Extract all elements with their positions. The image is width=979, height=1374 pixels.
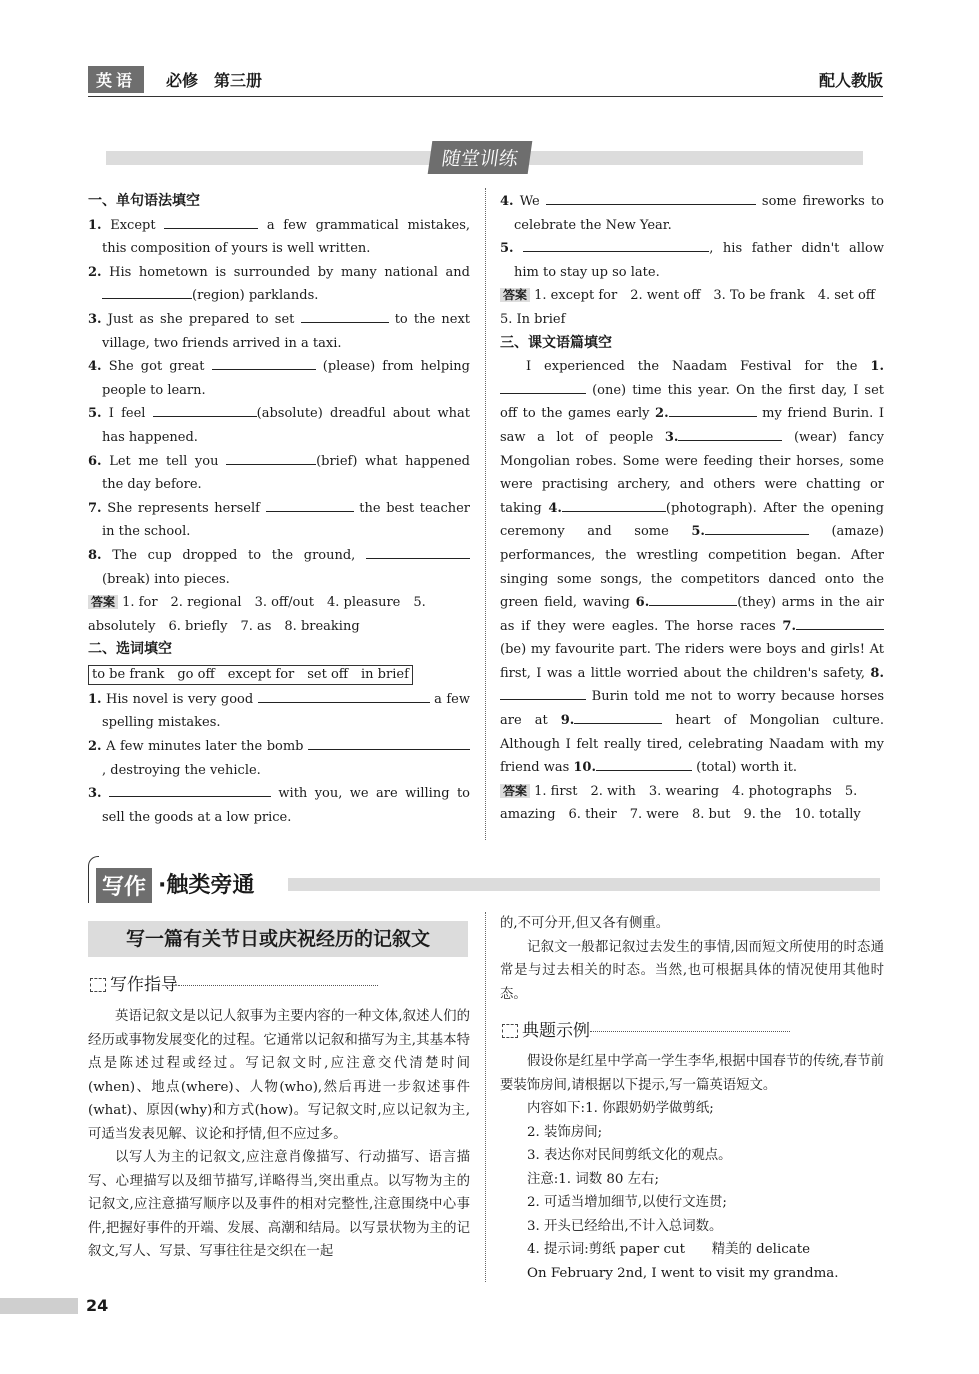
column-divider [485, 188, 486, 840]
answer-blank[interactable] [500, 685, 586, 700]
exercise-item: 1. Except a few grammatical mistakes, this composition of yours is well written. [88, 214, 470, 261]
exercise-item: 7. She represents herself the best teacher in the school. [88, 497, 470, 544]
right-column [500, 190, 889, 827]
exercise-item: 1. His novel is very good a few spelling mistakes. [88, 688, 470, 735]
section-1-title: 一、单句语法填空 [88, 193, 200, 209]
left-column [88, 190, 470, 829]
answer-blank[interactable] [649, 591, 737, 606]
exercise-item: 3. Just as she prepared to set to the next village, two friends arrived in a taxi. [88, 308, 470, 355]
example-heading: 典题示例 [502, 1016, 842, 1041]
answer-blank[interactable] [226, 450, 316, 465]
answer-blank[interactable] [153, 402, 257, 417]
exercise-item: 2. His hometown is surrounded by many national and (region) parklands. [88, 264, 470, 304]
answer-blank[interactable] [301, 308, 389, 323]
book-title: 必修 第三册 [166, 71, 263, 90]
exercise-item: 4. We some fireworks to celebrate the New Year. [500, 190, 884, 237]
answer-blank[interactable] [258, 688, 430, 703]
section-banner: 随堂训练 [428, 141, 533, 174]
writing-topic: 写一篇有关节日或庆祝经历的记叙文 [88, 921, 468, 957]
answer-blank[interactable] [796, 615, 884, 630]
exercise-item: 8. The cup dropped to the ground, (break) into pieces. [88, 544, 470, 591]
page-header [88, 64, 883, 97]
example-text: 假设你是红星中学高一学生李华,根据中国春节的传统,春节前要装饰房间,请根据以下提示,写一篇英语短文。 内容如下:1. 你跟奶奶学做剪纸; 2. 装饰房间; 3. 表达你对民间剪纸文化的观点。 注意:1. 词数 80 左右; 2. 可适当增加细节,以使行文连贯; 3. 开头已经给出,不计入总词数。 4. 提示词:剪纸 paper cut 精美的 delicate On February 2nd, I went to visit my grandma. [500, 1054, 884, 1281]
answer-blank[interactable] [705, 520, 809, 535]
page-number-bar [0, 1298, 78, 1314]
note-icon [90, 978, 106, 992]
exercise-item: 6. Let me tell you (brief) what happened the day before. [88, 450, 470, 497]
section-3-title: 三、课文语篇填空 [500, 334, 612, 351]
answer-blank[interactable] [500, 379, 586, 394]
answer-blank[interactable] [109, 782, 271, 797]
answer-blank[interactable] [546, 190, 756, 205]
answer-blank[interactable] [678, 426, 782, 441]
answer-blank[interactable] [212, 355, 316, 370]
answer-key: 答案 1. except for 2. went off 3. To be frank 4. set off 5. In brief [500, 288, 889, 327]
column-divider [485, 912, 486, 1282]
edition-label: 配人教版 [818, 71, 883, 90]
writing-label: 写作 [96, 868, 152, 903]
exercise-item: 3. with you, we are willing to sell the goods at a low price. [88, 782, 470, 829]
word-bank: to be frank go off except for set off in brief [88, 662, 470, 688]
exercise-item: 5. I feel (absolute) dreadful about what has happened. [88, 402, 470, 449]
answer-blank[interactable] [574, 709, 662, 724]
exercise-item: 5. , his father didn't allow him to stay up so late. [500, 237, 884, 284]
writing-banner-bar [288, 878, 880, 891]
section-2-title: 二、选词填空 [88, 641, 172, 658]
answer-blank[interactable] [523, 237, 709, 252]
answer-blank[interactable] [308, 735, 470, 750]
exercise-item: 2. A few minutes later the bomb , destroying the vehicle. [88, 735, 470, 782]
note-icon [502, 1024, 518, 1038]
answer-blank[interactable] [366, 544, 470, 559]
answer-blank[interactable] [562, 497, 666, 512]
answer-blank[interactable] [102, 284, 192, 299]
passage-text: I experienced the Naadam Festival for the 1. (one) time this year. On the first day, I set off to the games early 2. my friend Burin. I saw a lot of people 3. (wear) fancy Mongolian robes. Some were feeding their horses, some were practising archery, and others were chatting or taking 4. (photograph). After the opening ceremony and some 5. (amaze) performances, the wrestling competition began. After singing some songs, the competitors danced onto the green field, waving 6. (they) arms in the air as if they were eagles. The horse races 7.(be) my favourite part. The riders were boys and girls! At first, I was a little worried about the children's safety, 8. Burin told me not to worry because horses are at 9. heart of Mongolian culture. Although I felt really tired, celebrating Naadam with my friend was 10. (total) worth it. [500, 359, 884, 776]
answer-blank[interactable] [669, 402, 757, 417]
answer-key: 答案 1. first 2. with 3. wearing 4. photographs 5. amazing 6. their 7. were 8. but 9. the 10. totally [500, 783, 861, 823]
answer-blank[interactable] [164, 214, 258, 229]
writing-title-tail: ·触类旁通 [158, 873, 255, 898]
answer-key: 答案 1. for 2. regional 3. off/out 4. pleasure 5. absolutely 6. briefly 7. as 8. breaking [88, 595, 426, 634]
page-number: 24 [86, 1296, 109, 1315]
guide-text-continued: 的,不可分开,但又各有侧重。 记叙文一般都记叙过去发生的事情,因而短文所使用的时态通常是与过去相关的时态。当然,也可根据具体的情况使用其他时态。 [500, 916, 884, 1002]
answer-blank[interactable] [266, 497, 354, 512]
exercise-item: 4. She got great (please) from helping people to learn. [88, 355, 470, 402]
answer-blank[interactable] [596, 756, 692, 771]
guide-heading: 写作指导 [90, 970, 430, 995]
subject-label: 英语 [88, 66, 144, 93]
guide-text: 英语记叙文是以记人叙事为主要内容的一种文体,叙述人们的经历或事物发展变化的过程。它通常以记叙和描写为主,其基本特点是陈述过程或经过。写记叙文时,应注意交代清楚时间(when)、地点(where)、人物(who),然后再进一步叙述事件(what)、原因(why)和方式(how)。写记叙文时,应以记叙为主,可适当发表见解、议论和抒情,但不应过多。 以写人为主的记叙文,应注意肖像描写、行动描写、语言描写、心理描写以及细节描写,详略得当,突出重点。以写物为主的记叙文,应注意描写顺序以及事件的相对完整性,注意围绕中心事件,把握好事件的开端、发展、高潮和结局。以写景状物为主的记叙文,写人、写景、写事往往是交织在一起 [88, 1009, 470, 1259]
